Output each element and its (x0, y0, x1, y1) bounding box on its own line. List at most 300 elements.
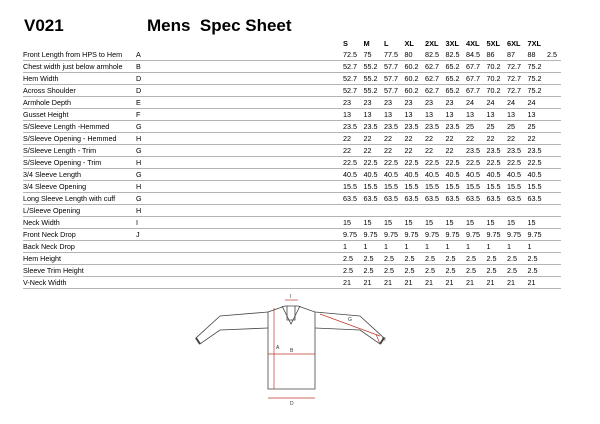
spec-value (404, 205, 425, 217)
spec-value: 22 (465, 133, 486, 145)
spec-letter: H (136, 205, 342, 217)
spec-value: 23.5 (445, 121, 466, 133)
spec-value: 24 (486, 97, 507, 109)
spec-value: 62.7 (424, 73, 445, 85)
spec-value: 9.75 (527, 229, 548, 241)
size-header-5xl: 5XL (486, 39, 501, 48)
spec-extra (547, 265, 561, 277)
size-header-m: M (363, 39, 370, 48)
spec-extra (547, 217, 561, 229)
spec-value: 22 (424, 145, 445, 157)
spec-table-body (23, 49, 561, 289)
spec-value: 40.5 (383, 169, 404, 181)
spec-value: 13 (506, 109, 527, 121)
spec-value: 23.5 (465, 145, 486, 157)
spec-value (342, 205, 363, 217)
spec-letter: D (136, 73, 342, 85)
spec-row (23, 217, 561, 229)
spec-row (23, 205, 561, 217)
spec-letter: G (136, 145, 342, 157)
spec-value: 88 (527, 49, 548, 61)
spec-value: 13 (465, 109, 486, 121)
spec-extra (547, 109, 561, 121)
spec-value: 23.5 (506, 145, 527, 157)
spec-value: 23.5 (527, 145, 548, 157)
spec-value: 9.75 (342, 229, 363, 241)
spec-value: 63.5 (486, 193, 507, 205)
spec-value: 72.7 (506, 73, 527, 85)
spec-extra (547, 241, 561, 253)
spec-value: 40.5 (363, 169, 384, 181)
spec-value: 1 (404, 241, 425, 253)
spec-value: 15 (527, 217, 548, 229)
spec-value: 40.5 (527, 169, 548, 181)
spec-extra (547, 169, 561, 181)
spec-value: 63.5 (465, 193, 486, 205)
spec-value: 52.7 (342, 85, 363, 97)
spec-value: 15 (342, 217, 363, 229)
spec-value: 63.5 (506, 193, 527, 205)
diagram-label-d: D (290, 401, 294, 407)
spec-value: 2.5 (445, 253, 466, 265)
spec-value: 82.5 (445, 49, 466, 61)
spec-label: S/Sleeve Opening - Trim (23, 157, 136, 169)
spec-value: 21 (506, 277, 527, 289)
letter-header (136, 38, 342, 49)
spec-value: 22.5 (465, 157, 486, 169)
spec-value: 9.75 (383, 229, 404, 241)
spec-value: 60.2 (404, 85, 425, 97)
spec-value: 15.5 (404, 181, 425, 193)
spec-value: 15 (486, 217, 507, 229)
spec-value: 1 (342, 241, 363, 253)
spec-extra (547, 61, 561, 73)
spec-label: Hem Width (23, 73, 136, 85)
spec-value: 22 (527, 133, 548, 145)
spec-value: 40.5 (342, 169, 363, 181)
spec-value: 21 (465, 277, 486, 289)
spec-value: 9.75 (424, 229, 445, 241)
spec-value: 13 (363, 109, 384, 121)
spec-extra (547, 133, 561, 145)
spec-value: 15.5 (486, 181, 507, 193)
diagram-label-h: H (382, 337, 386, 343)
spec-value: 55.2 (363, 85, 384, 97)
spec-label: L/Sleeve Opening (23, 205, 136, 217)
spec-row (23, 109, 561, 121)
spec-value: 62.7 (424, 85, 445, 97)
spec-value: 55.2 (363, 73, 384, 85)
spec-value: 57.7 (383, 73, 404, 85)
spec-value: 15 (424, 217, 445, 229)
spec-value: 13 (486, 109, 507, 121)
spec-value: 70.2 (486, 73, 507, 85)
spec-value: 22 (342, 133, 363, 145)
spec-value: 2.5 (486, 253, 507, 265)
spec-value: 15.5 (363, 181, 384, 193)
spec-value: 75.2 (527, 73, 548, 85)
spec-value: 67.7 (465, 61, 486, 73)
spec-value: 63.5 (424, 193, 445, 205)
spec-value (506, 205, 527, 217)
spec-letter: G (136, 121, 342, 133)
spec-value: 57.7 (383, 85, 404, 97)
spec-label: Chest width just below armhole (23, 61, 136, 73)
spec-value: 72.5 (342, 49, 363, 61)
spec-value: 1 (424, 241, 445, 253)
spec-value (363, 205, 384, 217)
spec-value: 77.5 (383, 49, 404, 61)
spec-value: 13 (527, 109, 548, 121)
spec-row (23, 181, 561, 193)
spec-value: 2.5 (363, 253, 384, 265)
spec-row (23, 157, 561, 169)
spec-value: 70.2 (486, 61, 507, 73)
spec-value: 23 (404, 97, 425, 109)
spec-value: 1 (527, 241, 548, 253)
spec-value: 9.75 (506, 229, 527, 241)
spec-value: 2.5 (424, 253, 445, 265)
spec-value: 9.75 (363, 229, 384, 241)
spec-label: S/Sleeve Length - Trim (23, 145, 136, 157)
spec-value: 1 (445, 241, 466, 253)
spec-value: 22 (506, 133, 527, 145)
spec-value (383, 205, 404, 217)
spec-value: 2.5 (383, 265, 404, 277)
size-header-3xl: 3XL (445, 39, 460, 48)
spec-value (527, 205, 548, 217)
spec-value: 21 (363, 277, 384, 289)
spec-value: 23 (383, 97, 404, 109)
spec-letter: J (136, 229, 342, 241)
spec-letter: D (136, 85, 342, 97)
spec-value: 70.2 (486, 85, 507, 97)
diagram-label-i: I (290, 294, 292, 300)
spec-row (23, 49, 561, 61)
spec-value: 9.75 (404, 229, 425, 241)
spec-value: 60.2 (404, 61, 425, 73)
spec-extra (547, 193, 561, 205)
spec-value: 23 (363, 97, 384, 109)
spec-value: 40.5 (445, 169, 466, 181)
spec-value (465, 205, 486, 217)
spec-label: Neck Width (23, 217, 136, 229)
spec-extra: 2.5 (547, 49, 561, 61)
label-header (23, 38, 136, 49)
spec-value: 87 (506, 49, 527, 61)
spec-value: 22.5 (404, 157, 425, 169)
spec-extra (547, 145, 561, 157)
spec-value: 75.2 (527, 85, 548, 97)
diagram-label-a: A (276, 345, 280, 351)
size-header-xl: XL (404, 39, 414, 48)
extra-header (547, 38, 561, 49)
size-header-s: S (343, 39, 348, 48)
spec-label: 3/4 Sleeve Opening (23, 181, 136, 193)
spec-row (23, 97, 561, 109)
spec-value: 75 (363, 49, 384, 61)
spec-value: 62.7 (424, 61, 445, 73)
spec-value: 22.5 (445, 157, 466, 169)
spec-value: 52.7 (342, 61, 363, 73)
spec-value: 22 (445, 145, 466, 157)
sheet-title: Mens Spec Sheet (147, 16, 292, 35)
spec-value: 63.5 (527, 193, 548, 205)
spec-value: 23 (424, 97, 445, 109)
spec-label: Gusset Height (23, 109, 136, 121)
spec-value: 55.2 (363, 61, 384, 73)
spec-letter (136, 241, 342, 253)
spec-value: 72.7 (506, 61, 527, 73)
spec-value: 2.5 (465, 253, 486, 265)
spec-value: 21 (342, 277, 363, 289)
spec-value: 15.5 (445, 181, 466, 193)
spec-value: 2.5 (527, 265, 548, 277)
spec-label: Back Neck Drop (23, 241, 136, 253)
spec-value: 2.5 (486, 265, 507, 277)
spec-label: Across Shoulder (23, 85, 136, 97)
spec-value: 15 (383, 217, 404, 229)
spec-value: 63.5 (363, 193, 384, 205)
spec-row (23, 241, 561, 253)
spec-value: 23 (445, 97, 466, 109)
spec-value: 22.5 (383, 157, 404, 169)
spec-row (23, 85, 561, 97)
spec-value: 15.5 (465, 181, 486, 193)
spec-row (23, 253, 561, 265)
spec-label: Hem Height (23, 253, 136, 265)
spec-value: 21 (424, 277, 445, 289)
spec-label: Armhole Depth (23, 97, 136, 109)
spec-value (486, 205, 507, 217)
spec-extra (547, 73, 561, 85)
spec-extra (547, 229, 561, 241)
spec-label: S/Sleeve Opening - Hemmed (23, 133, 136, 145)
spec-value: 13 (383, 109, 404, 121)
spec-extra (547, 205, 561, 217)
spec-row (23, 229, 561, 241)
spec-value: 63.5 (445, 193, 466, 205)
spec-value: 9.75 (465, 229, 486, 241)
spec-row (23, 145, 561, 157)
spec-value: 1 (465, 241, 486, 253)
spec-extra (547, 253, 561, 265)
spec-value: 13 (404, 109, 425, 121)
spec-value: 21 (445, 277, 466, 289)
spec-value: 23.5 (363, 121, 384, 133)
spec-value: 2.5 (383, 253, 404, 265)
spec-value: 75.2 (527, 61, 548, 73)
spec-letter (136, 253, 342, 265)
spec-value: 15.5 (527, 181, 548, 193)
spec-value: 40.5 (424, 169, 445, 181)
spec-value: 25 (527, 121, 548, 133)
spec-value: 25 (465, 121, 486, 133)
spec-value: 25 (506, 121, 527, 133)
spec-value: 9.75 (445, 229, 466, 241)
spec-value: 15.5 (342, 181, 363, 193)
spec-value: 24 (506, 97, 527, 109)
spec-value: 13 (424, 109, 445, 121)
spec-value: 13 (342, 109, 363, 121)
spec-value: 15.5 (506, 181, 527, 193)
spec-value: 22 (486, 133, 507, 145)
spec-row (23, 133, 561, 145)
spec-extra (547, 277, 561, 289)
spec-value: 22 (404, 133, 425, 145)
spec-value: 1 (363, 241, 384, 253)
spec-value: 40.5 (465, 169, 486, 181)
spec-value: 22 (342, 145, 363, 157)
spec-row (23, 61, 561, 73)
spec-value: 22 (404, 145, 425, 157)
spec-extra (547, 85, 561, 97)
spec-value: 63.5 (404, 193, 425, 205)
size-header-2xl: 2XL (425, 39, 439, 48)
spec-value: 22 (363, 145, 384, 157)
spec-value: 22.5 (363, 157, 384, 169)
spec-value: 2.5 (404, 253, 425, 265)
size-header-7xl: 7XL (527, 39, 542, 48)
spec-letter: H (136, 181, 342, 193)
measurement-lines (268, 300, 380, 398)
spec-value: 24 (527, 97, 548, 109)
spec-value: 22 (383, 133, 404, 145)
spec-value: 2.5 (506, 265, 527, 277)
spec-value: 21 (404, 277, 425, 289)
spec-value: 40.5 (486, 169, 507, 181)
spec-letter: H (136, 157, 342, 169)
spec-value: 22 (363, 133, 384, 145)
spec-value: 65.2 (445, 73, 466, 85)
spec-value: 72.7 (506, 85, 527, 97)
spec-value: 63.5 (342, 193, 363, 205)
spec-value: 15 (465, 217, 486, 229)
spec-value: 15.5 (424, 181, 445, 193)
spec-value: 23.5 (486, 145, 507, 157)
spec-value: 22.5 (527, 157, 548, 169)
spec-value: 22.5 (424, 157, 445, 169)
spec-table (23, 38, 561, 289)
spec-value: 22.5 (506, 157, 527, 169)
spec-value: 84.5 (465, 49, 486, 61)
spec-value: 67.7 (465, 85, 486, 97)
spec-value: 52.7 (342, 73, 363, 85)
spec-value: 23.5 (383, 121, 404, 133)
spec-value: 2.5 (424, 265, 445, 277)
shirt-diagram (190, 294, 395, 419)
spec-letter (136, 277, 342, 289)
spec-label: Long Sleeve Length with cuff (23, 193, 136, 205)
spec-extra (547, 97, 561, 109)
size-header-6xl: 6XL (507, 39, 521, 48)
spec-value: 65.2 (445, 85, 466, 97)
spec-value (424, 205, 445, 217)
spec-value: 23.5 (424, 121, 445, 133)
spec-value: 1 (486, 241, 507, 253)
spec-value: 25 (486, 121, 507, 133)
spec-letter: H (136, 133, 342, 145)
diagram-label-g: G (348, 317, 352, 323)
spec-value: 15 (404, 217, 425, 229)
spec-value: 2.5 (465, 265, 486, 277)
spec-extra (547, 181, 561, 193)
spec-value (445, 205, 466, 217)
spec-value: 80 (404, 49, 425, 61)
spec-letter: E (136, 97, 342, 109)
spec-value: 2.5 (342, 265, 363, 277)
spec-value: 22 (424, 133, 445, 145)
spec-value: 21 (486, 277, 507, 289)
spec-value: 40.5 (404, 169, 425, 181)
size-header-row (23, 38, 561, 49)
spec-value: 15 (445, 217, 466, 229)
spec-value: 2.5 (342, 253, 363, 265)
spec-value: 1 (383, 241, 404, 253)
spec-letter (136, 265, 342, 277)
spec-row (23, 277, 561, 289)
spec-value: 60.2 (404, 73, 425, 85)
spec-value: 15.5 (383, 181, 404, 193)
spec-letter: G (136, 193, 342, 205)
spec-label: V-Neck Width (23, 277, 136, 289)
spec-label: 3/4 Sleeve Length (23, 169, 136, 181)
spec-value: 15 (506, 217, 527, 229)
spec-value: 82.5 (424, 49, 445, 61)
spec-label: S/Sleeve Length -Hemmed (23, 121, 136, 133)
spec-value: 2.5 (506, 253, 527, 265)
spec-value: 23.5 (404, 121, 425, 133)
spec-row (23, 73, 561, 85)
spec-value: 1 (506, 241, 527, 253)
spec-value: 13 (445, 109, 466, 121)
spec-letter: B (136, 61, 342, 73)
spec-value: 57.7 (383, 61, 404, 73)
spec-extra (547, 121, 561, 133)
spec-extra (547, 157, 561, 169)
spec-letter: I (136, 217, 342, 229)
spec-value: 40.5 (506, 169, 527, 181)
style-code: V021 (24, 16, 64, 35)
spec-value: 23.5 (342, 121, 363, 133)
spec-letter: F (136, 109, 342, 121)
size-header-4xl: 4XL (466, 39, 480, 48)
spec-letter: A (136, 49, 342, 61)
spec-row (23, 265, 561, 277)
spec-value: 22 (383, 145, 404, 157)
spec-value: 9.75 (486, 229, 507, 241)
spec-value: 22 (445, 133, 466, 145)
spec-letter: G (136, 169, 342, 181)
size-header-l: L (384, 39, 389, 48)
spec-value: 2.5 (363, 265, 384, 277)
spec-row (23, 193, 561, 205)
spec-value: 22.5 (342, 157, 363, 169)
spec-value: 22.5 (486, 157, 507, 169)
spec-value: 67.7 (465, 73, 486, 85)
spec-label: Front Length from HPS to Hem (23, 49, 136, 61)
spec-value: 15 (363, 217, 384, 229)
spec-value: 21 (383, 277, 404, 289)
spec-value: 65.2 (445, 61, 466, 73)
spec-value: 21 (527, 277, 548, 289)
spec-value: 24 (465, 97, 486, 109)
spec-value: 2.5 (445, 265, 466, 277)
spec-row (23, 169, 561, 181)
spec-value: 86 (486, 49, 507, 61)
diagram-label-b: B (290, 348, 294, 354)
spec-value: 63.5 (383, 193, 404, 205)
